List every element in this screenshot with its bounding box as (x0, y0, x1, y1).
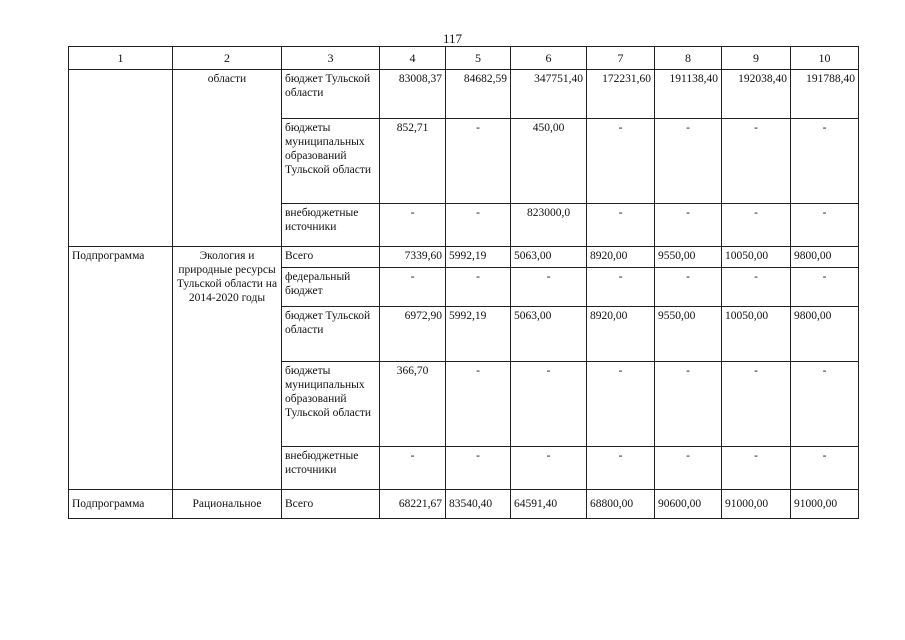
value-cell: 90600,00 (655, 490, 722, 519)
budget-table (68, 46, 859, 519)
value-cell: 192038,40 (722, 70, 791, 119)
value-cell: 10050,00 (722, 247, 791, 268)
value-cell: - (722, 362, 791, 447)
value-cell: - (587, 268, 655, 307)
value-cell: - (655, 447, 722, 490)
value-cell: 84682,59 (446, 70, 511, 119)
value-cell: 9550,00 (655, 247, 722, 268)
value-cell: - (791, 119, 859, 204)
value-cell: - (380, 268, 446, 307)
value-cell: 172231,60 (587, 70, 655, 119)
value-cell: - (722, 119, 791, 204)
program-type-cell: Подпрограмма (69, 247, 173, 490)
value-cell: - (380, 204, 446, 247)
value-cell: - (446, 447, 511, 490)
value-cell: 5063,00 (511, 247, 587, 268)
value-cell: - (380, 447, 446, 490)
value-cell: 5063,00 (511, 307, 587, 362)
value-cell: - (791, 268, 859, 307)
column-header: 8 (655, 47, 722, 70)
value-cell: - (722, 268, 791, 307)
value-cell: 68221,67 (380, 490, 446, 519)
value-cell: - (791, 447, 859, 490)
funding-source-cell: бюджеты муниципальных образований Тульской области (282, 362, 380, 447)
value-cell: 6972,90 (380, 307, 446, 362)
value-cell: 10050,00 (722, 307, 791, 362)
value-cell: - (587, 204, 655, 247)
column-header: 1 (69, 47, 173, 70)
value-cell: - (446, 204, 511, 247)
value-cell: 366,70 (380, 362, 446, 447)
column-header: 7 (587, 47, 655, 70)
table-row (69, 247, 859, 268)
value-cell: - (655, 362, 722, 447)
value-cell: 83540,40 (446, 490, 511, 519)
value-cell: - (722, 447, 791, 490)
value-cell: 91000,00 (791, 490, 859, 519)
value-cell: 852,71 (380, 119, 446, 204)
column-header: 2 (173, 47, 282, 70)
column-header: 4 (380, 47, 446, 70)
value-cell: 8920,00 (587, 307, 655, 362)
value-cell: 68800,00 (587, 490, 655, 519)
value-cell: - (587, 447, 655, 490)
value-cell: 347751,40 (511, 70, 587, 119)
value-cell: 8920,00 (587, 247, 655, 268)
column-number-row (69, 47, 859, 70)
program-name-cell: Рациональное (173, 490, 282, 519)
value-cell: 450,00 (511, 119, 587, 204)
value-cell: 9800,00 (791, 247, 859, 268)
value-cell: 5992,19 (446, 247, 511, 268)
value-cell: - (791, 204, 859, 247)
value-cell: - (446, 362, 511, 447)
value-cell: 7339,60 (380, 247, 446, 268)
funding-source-cell: бюджеты муниципальных образований Тульской области (282, 119, 380, 204)
funding-source-cell: федеральный бюджет (282, 268, 380, 307)
value-cell: 823000,0 (511, 204, 587, 247)
funding-source-cell: бюджет Тульской области (282, 70, 380, 119)
column-header: 6 (511, 47, 587, 70)
value-cell: 9550,00 (655, 307, 722, 362)
funding-source-cell: внебюджетные источники (282, 447, 380, 490)
table-row (69, 490, 859, 519)
value-cell: 191788,40 (791, 70, 859, 119)
funding-source-cell: Всего (282, 247, 380, 268)
value-cell: 9800,00 (791, 307, 859, 362)
program-name-cell: Экология и природные ресурсы Тульской области на 2014-2020 годы (173, 247, 282, 490)
funding-source-cell: внебюджетные источники (282, 204, 380, 247)
value-cell: - (446, 268, 511, 307)
funding-source-cell: бюджет Тульской области (282, 307, 380, 362)
column-header: 3 (282, 47, 380, 70)
value-cell: - (446, 119, 511, 204)
value-cell: - (511, 268, 587, 307)
value-cell: 91000,00 (722, 490, 791, 519)
value-cell: - (511, 447, 587, 490)
value-cell: 64591,40 (511, 490, 587, 519)
value-cell: - (511, 362, 587, 447)
column-header: 9 (722, 47, 791, 70)
value-cell: - (655, 204, 722, 247)
column-header: 5 (446, 47, 511, 70)
value-cell: - (587, 362, 655, 447)
value-cell: 83008,37 (380, 70, 446, 119)
value-cell: 5992,19 (446, 307, 511, 362)
program-type-cell (69, 70, 173, 247)
program-name-cell: области (173, 70, 282, 247)
funding-source-cell: Всего (282, 490, 380, 519)
program-type-cell: Подпрограмма (69, 490, 173, 519)
value-cell: - (791, 362, 859, 447)
value-cell: - (587, 119, 655, 204)
value-cell: - (655, 268, 722, 307)
value-cell: 191138,40 (655, 70, 722, 119)
column-header: 10 (791, 47, 859, 70)
page-number: 117 (442, 31, 463, 46)
table-row (69, 70, 859, 119)
value-cell: - (655, 119, 722, 204)
value-cell: - (722, 204, 791, 247)
